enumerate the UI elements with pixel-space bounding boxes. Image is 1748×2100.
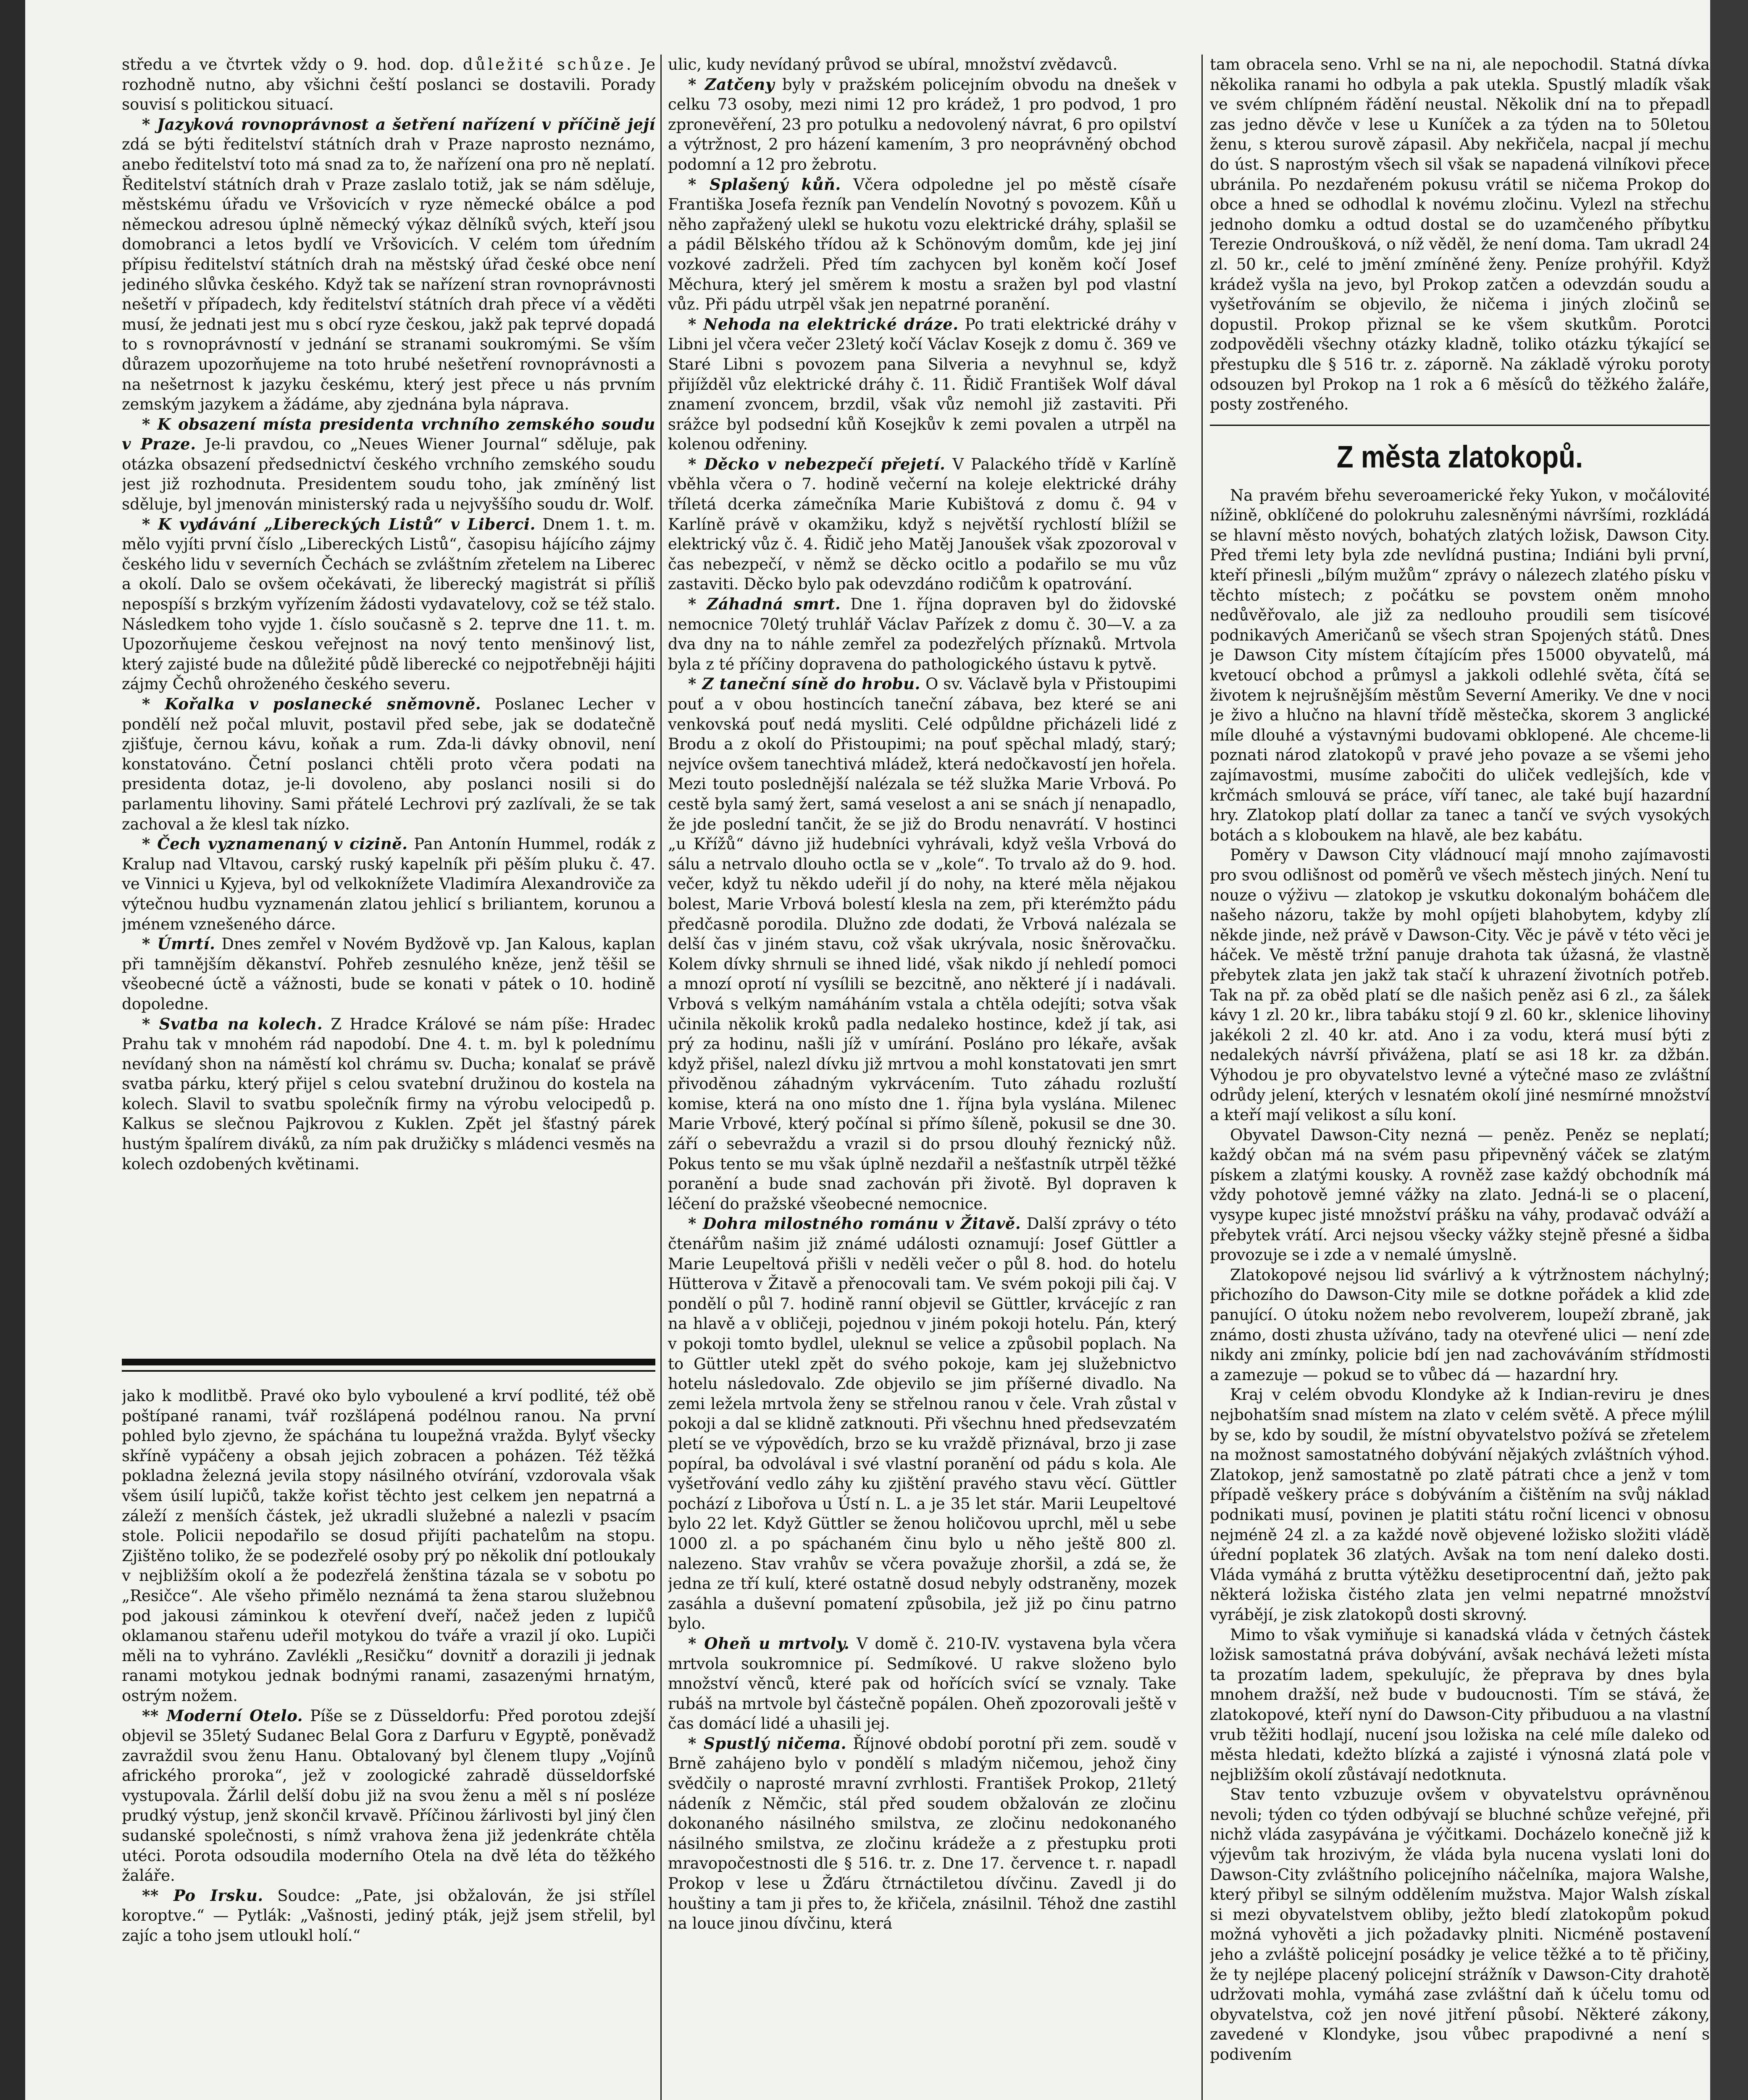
news-item: * Nehoda na elektrické dráze. Po trati elektrické dráhy v Libni jel včera večer 23letý kočí Václav Kosejk z domu č. 369 ve Staré Libni s povozem pana Silveria a nevyhnul se, když přijížděl vůz elektrické dráhy č. 11. Řidič František Wolf dával znamení zvoncem, brzdil, však vůz nemohl již zastaviti. Při srážce byl podsední kůň Kosejkův k zemi povalen a utrpěl na kolenou odřeniny. [668, 315, 1176, 454]
item-headline: * Kořalka v poslanecké sněmovně. [142, 695, 481, 713]
news-item: * Z taneční síně do hrobu. O sv. Václavě byla v Přistoupimi pouť a v obou hostincích taneční zábava, bez které se ani venkovská pouť nedá mysliti. Celé odpůldne přicházeli lidé z Brodu a z okolí do Přistoupimi; na pouť spěchal mladý, starý; nejvíce ovšem tanechtivá mládež, která nedočkavostí jen hořela. Mezi touto poslednější nalézala se též služka Marie Vrbová. Po cestě byla samý žert, samá veselost a ani se snách jí nenapadlo, že jde poslední tančit, že se již do Brodu nenavrátí. V hostinci „u Křížů“ dávno již hudebníci vyhrávali, když vešla Vrbová do sálu a netrvalo dlouho octla se v „kole“. To trvalo až do 9. hod. večer, když tu někdo udeřil jí do nohy, na které měla nějakou bolest, Marie Vrbová bolestí klesla na zem, při kterémžto pádu předčasně porodila. Dlužno zde dodati, že Vrbová nalézala se delší čas v jiném stavu, což však ukrývala, nosic šněrovačku. Kolem dívky shrnuli se ihned lidé, však nikdo jí nehledí pomoci a mnozí oprotí ní vysílili se bezcitně, ano některé jí i nadávali. Vrbová s velkým namáháním vstala a chtěla odejíti; sotva však učinila několik kroků padla nedaleko hostince, kdež jí tak, asi prý za hodinu, našli jíž v umírání. Posláno pro lékaře, avšak když přišel, nalezl dívku již mrtvou a mohl konstatovati jen smrt přivoděnou záhadným vykrvácením. Tuto záhadu rozluští komise, která na ono místo dne 1. října byla vyslána. Milenec Marie Vrbové, který počínal si přímo šíleně, pokusil se dne 30. září o sebevraždu a vrazil si do prsou dlouhý řeznický nůž. Pokus tento se mu však úplně nezdařil a nešťastník utrpěl těžké poranění a bude snad zachován při životě. Byl dopraven k léčení do pražské všeobecné nemocnice. [668, 675, 1176, 1213]
scan-edge-right [1710, 0, 1748, 2100]
item-headline: * Záhadná smrt. [688, 595, 841, 614]
paragraph: ulic, kudy nevídaný průvod se ubíral, množství zvědavců. [668, 55, 1118, 74]
article-rule [1210, 425, 1710, 426]
scan-edge-left [0, 0, 25, 2100]
news-item: ** Moderní Otelo. Píše se z Düsseldorfu: Před porotou zdejší objevil se 35letý Sudanec Belal Gora z Darfuru v Egyptě, poněvadž zavraždil svou ženu Hanu. Obtalovaný byl členem tlupy „Vojínů afrického proroka“, jež v zoologické zahradě düsseldorfské vystupovala. Žárlil delší dobu již na svou ženu a měl s ní posléze prudký výstup, jenž skončil krvavě. Příčinou žárlivosti byl jiný člen sudanské společnosti, s nímž vrahova žena již jedenkráte chtěla utéci. Porota odsoudila moderního Otela na dvě léta do těžkého žaláře. [122, 1706, 655, 1885]
section-rule-thin [122, 1370, 655, 1372]
item-headline: * Z taneční síně do hrobu. [688, 675, 920, 693]
paragraph: Mimo to však vymiňuje si kanadská vláda v četných částek ložisk samostatná práva dobývání, avšak nechává ležeti místa ta prozatím ladem, spekulujíc, že přeprava by dnes byla mnohem dražší, než bude v budoucnosti. Tím se stává, že zlatokopové, kteří nyní do Dawson-City přibuduou a na vlastní vrub těžiti hodlají, nucení jsou ložiska na celé míle daleko od města hledati, kdežto blízká a zajisté i výnosná zlatá pole v nejbližším okolí zůstávají nedotknuta. [1210, 1625, 1710, 1784]
paragraph: Stav tento vzbuzuje ovšem v obyvatelstvu oprávněnou nevoli; týden co týden odbývají se bluchné schůze veřejné, při nichž vláda zasypávána je výčitkami. Docházelo konečně již k výjevům tak hrozivým, že vláda byla nucena vyslati loni do Dawson-City zvláštního policejního náčelníka, majora Walshe, který přibyl se silným oddělením mužstva. Major Walsh získal si mezi obyvatelstvem obliby, ježto bledí zlatokopům pokud možná vyhověti a jich požadavky plniti. Nicméně postavení jeho a zvláště policejní posádky je velice těžké a to tě přičiny, že ty nejlépe placený policejní strážník v Dawson-City drahotě udržovati mohla, vymáhá zase zvláštní daň k účelu tomu od obyvatelstva, což jen nové jitření působí. Některé zákony, zavedené v Klondyke, jsou vůbec prapodivné a není s podivením [1210, 1785, 1710, 2063]
paragraph: středu a ve čtvrtek vždy o 9. hod. dop. důležité schůze. Je rozhodně nutno, aby všichni čeští poslanci se dostavili. Porady souvisí s politickou situací. [122, 55, 655, 114]
paragraph: Obyvatel Dawson-City nezná — peněz. Peněz se neplatí; každý občan má na svém pasu připevněný váček se zlatým pískem a zlatými kousky. A rovněž zase každý obchodník má vždy pohotově jemné vážky na zlato. Jedná-li se o placení, vysype kupec jisté množství prášku na váhy, prodavač odváží a přebytek vrátí. Arci nejsou všecky vážky stejně přesné a šidba provozuje se i zde a v nemalé úmyslně. [1210, 1126, 1710, 1264]
column-1-bottom [122, 1386, 655, 2100]
item-headline: * Čech vyznamenaný v cizině. [142, 835, 408, 853]
item-headline: * Úmrtí. [142, 934, 216, 953]
item-headline: * Svatba na kolech. [142, 1014, 323, 1033]
item-headline: ** Po Irsku. [142, 1886, 263, 1905]
news-item: * Jazyková rovnoprávnost a šetření nařízení v příčině její zdá se býti ředitelství státních drah v Praze naprosto neznámo, anebo ředitelství toto má snad za to, že nařízení ona pro ně neplatí. Ředitelství státních drah v Praze zaslalo totiž, jak se nám sděluje, městskému úřadu ve Vršovicích v ryze německé obálce a pod německou adresou úplně německý výkaz dělníků svých, kteří jsou domobranci a letos bydlí ve Vršovicích. V celém tom úředním přípisu ředitelství státních drah na městský úřad české obce není jediného slůvka českého. Když tak se nařízení stran rovnoprávnosti nešetří v případech, kdy ředitelství státních drah přece ví a věděti musí, že jednati jest mu s obcí ryze českou, jakž pak teprvé dopadá to s rovnoprávností v jednání se stranami soukromými. Se vším důrazem upozorňujeme na toto hrubé nešetření rovnoprávnosti a na nešetrnost k jazyku českému, který jest přece u nás prvním zemským jazykem a žádáme, aby zjednána byla náprava. [122, 115, 655, 414]
news-item: * Zatčeny byly v pražském policejním obvodu na dnešek v celku 73 osoby, mezi nimi 12 pro krádež, 1 pro podvod, 1 pro zpronevěření, 23 pro potulku a nedovolený návrat, 6 pro opilství a výtržnost, 2 pro házení kamením, 3 pro neoprávněný obchod podomní a 12 pro žebrotu. [668, 75, 1176, 173]
item-headline: * K vydávání „Libereckých Listů“ v Liberci. [142, 514, 536, 533]
item-headline: * Splašený kůň. [688, 175, 841, 194]
column-2 [668, 55, 1176, 2100]
news-item: * Kořalka v poslanecké sněmovně. Poslanec Lecher v pondělí než počal mluvit, postavil před sebe, jak se dodatečně zjišťuje, černou kávu, koňak a rum. Zda-li dávky obnovil, není konstatováno. Četní poslanci chtěli proto včera podati na presidenta dotaz, je-li dovoleno, aby poslanci nosili si do parlamentu lihoviny. Sami přátelé Lechrovi prý zazlívali, že se tak zachoval a že klesl tak nízko. [122, 695, 655, 833]
news-item: * Záhadná smrt. Dne 1. října dopraven byl do židovské nemocnice 70letý truhlář Václav Pařízek z domu č. 30—V. a za dva dny na to náhle zemřel za podezřelých příznaků. Mrtvola byla z té příčiny dopravena do pathologického ústavu k pytvě. [668, 595, 1176, 673]
news-item: * Úmrtí. Dnes zemřel v Novém Bydžově vp. Jan Kalous, kaplan při tamnějším děkanství. Pohřeb zesnulého kněze, jenž těšil se všeobecné úctě a vážnosti, bude se konati v pátek o 10. hodině dopoledne. [122, 934, 655, 1013]
item-headline: * Spustlý ničema. [688, 1734, 846, 1753]
news-item: * Děcko v nebezpečí přejetí. V Palackého třídě v Karlíně vběhla včera o 7. hodině večerní na koleje elektrické dráhy tříletá dcerka zámečníka Marie Kubištová z domu č. 94 v Karlíně právě v okamžiku, když s největší rychlostí blížil se elektrický vůz č. 4. Řidič jeho Matěj Janoušek však zpozoroval v čas nebezpečí, v němž se děcko ocitlo a podařilo se mu vůz zastaviti. Děcko bylo pak odevzdáno rodičům k opatrování. [668, 454, 1176, 593]
paragraph: Na pravém břehu severoamerické řeky Yukon, v močálovité nížině, obklíčené do polokruhu zalesněnými návršími, rozkládá se hlavní město nových, bohatých zlatých ložisk, Dawson City. Před třemi lety byla zde nevlídná pustina; Indiáni byli první, kteří přinesli „bílým mužům“ zprávy o nálezech zlatého písku v těchto místech; z počátku se povstem oněm mnoho nedůvěřovalo, ale již za nedlouho proudili sem tisícové podnikavých Američanů se všech stran Spojených států. Dnes je Dawson City místem čítajícím přes 15000 obyvatelů, má kvetoucí obchod a průmysl a jakkoli odlehlé světa, čítá se životem k nejrušnějším městům Severní Ameriky. Ve dne v noci je živo a hlučno na hlavní třídě městečka, skorem 3 anglické míle dlouhé a výstavnými budovami obklopené. Ale chceme-li poznati národ zlatokopů v pravé jeho povaze a se všemi jeho zajímavostmi, musíme zabočiti do uliček vedlejších, kde v krčmách smlouvá se práce, víří tanec, ale také bují hazardní hry. Zlatokop platí dollar za tanec a tančí ve svých vysokých botách a s kloboukem na hlavě, ale bez kabátu. [1210, 486, 1710, 844]
item-headline: * Děcko v nebezpečí přejetí. [688, 454, 946, 473]
item-headline: * Oheň u mrtvoly. [688, 1634, 850, 1653]
column-rule [1201, 55, 1203, 2100]
item-headline: * K obsazení místa presidenta vrchního zemského soudu v Praze. [122, 415, 655, 454]
news-item: * Svatba na kolech. Z Hradce Králové se nám píše: Hradec Prahu tak v mnohém rád napodobí. Dne 4. t. m. byl k polednímu nevídaný shon na náměstí kol chrámu sv. Ducha; konalať se právě svatba párku, který přijel s celou svatební družinou do kostela na kolech. Slavil to svatbu společník firmy na výrobu velocipedů p. Kalkus se slečnou Pajkrovou z Kuklen. Zpět jel šťastný párek hustým špalírem diváků, za ním pak družičky s mládenci vesměs na kolech ozdobených květinami. [122, 1014, 655, 1173]
news-item: * Spustlý ničema. Říjnové období porotní při zem. soudě v Brně zahájeno bylo v pondělí s mladým ničemou, jehož činy svědčily o naprosté mravní zvrhlosti. František Prokop, 21letý nádeník z Němčic, stál před soudem obžalován ze zločinu dokonaného násilného smilstva, ze zločinu nedokonaného násilného smilstva, ze zločinu krádeže a z přestupku proti mravopočestnosti dle § 516. tr. z. Dne 17. července t. r. napadl Prokop v lese u Žďáru čtrnáctiletou dívčinu. Zavedl ji do houštiny a tam ji přes to, že křičela, znásilnil. Téhož dne zastihl na louce jinou dívčinu, která [668, 1734, 1176, 1933]
news-item: * K obsazení místa presidenta vrchního zemského soudu v Praze. Je-li pravdou, co „Neues Wiener Journal“ sděluje, pak otázka obsazení předsednictví českého vrchního zemského soudu jest již rozhodnuta. Presidentem soudu toho, jak zmíněný list sděluje, byl jmenován ministerský rada u nejvyššího soudu dr. Wolf. [122, 415, 655, 514]
news-item: * Čech vyznamenaný v cizině. Pan Antonín Hummel, rodák z Kralup nad Vltavou, carský ruský kapelník při pěším pluku č. 47. ve Vinnici u Kyjeva, byl od velkoknížete Vladimíra Alexandroviče za výtečnou hudbu vyznamenán zlatou jehlicí s briliantem, korunou a jménem vznešeného dárce. [122, 835, 655, 933]
paragraph: Poměry v Dawson City vládnoucí mají mnoho zajímavosti pro svou odlišnost od poměrů ve všech městech jiných. Není tu nouze o výživu — zlatokop je vskutku dokonalým boháčem dle našeho názoru, takže by mohl opíjeti blahobytem, kdyby zlí někde jinde, než právě v Dawson-City. Věc je pávě v této věci je háček. Ve městě tržní panuje drahota tak úžasná, že vlastně přebytek zlata jen jakž tak stačí k uhrazení životních potřeb. Tak na př. za oběd platí se dle našich peněz asi 6 zl., za šálek kávy 1 zl. 20 kr., libra tabáku stojí 9 zl. 60 kr., sklenice lihoviny jakékoli 2 zl. 40 kr. atd. Ano i za vodu, která musí býti z nedalekých návrší přivážena, platí se asi 18 kr. za džbán. Výhodou je pro obyvatelstvo levné a výtečné maso ze zvláštní odrůdy jelení, kterých v lesnatém okolí jiné nesmírné množství a kteří mají velikost a sílu koní. [1210, 846, 1710, 1124]
item-headline: ** Moderní Otelo. [142, 1706, 303, 1725]
news-item: * Oheň u mrtvoly. V domě č. 210-IV. vystavena byla včera mrtvola soukromnice pí. Sedmíkové. U rakve složeno bylo množství věnců, které pak od hořících svící se vznaly. Take rubáš na mrtvole byl částečně popálen. Oheň zpozorovali ještě v čas domácí lidé a uhasili jej. [668, 1634, 1176, 1733]
paragraph: Kraj v celém obvodu Klondyke až k Indian-reviru je dnes nejbohatším snad místem na zlato v celém světě. A přece mýlil by se, kdo by soudil, že místní obyvatelstvo požívá se zřetelem na možnost samostatného dobývání nějakých zvláštních výhod. Zlatokop, jenž samostatně po zlatě pátrati chce a jenž v tom případě veškery práce s dobýváním a čištěním na svůj náklad podnikati musí, povinen je platiti státu roční licenci v obnosu nejméně 24 zl. a za každé nově objevené ložisko složiti vládě úřední poplatek 36 zlatých. Avšak na tom není daleko dosti. Vláda vymáhá z brutta výtěžku desetiprocentní daň, ježto pak některá ložiska čistého zlata jen velmi nepatrné množství vyrábějí, je zisk zlatokopů dosti skrovný. [1210, 1386, 1710, 1624]
news-item: * Splašený kůň. Včera odpoledne jel po městě císaře Františka Josefa řezník pan Vendelín Novotný s povozem. Kůň u něho zapřažený ulekl se hukotu vozu elektrické dráhy, splašil se a pádil Bělského třídou až k Schönovým domům, kde jej jiní vozkové zadrželi. Před tím zachycen byl koněm kočí Josef Měchura, který jel směrem k mostu a sražen byl pod vlastní vůz. Při pádu utrpěl však jen nepatrné poranění. [668, 175, 1176, 314]
paragraph: tam obracela seno. Vrhl se na ni, ale nepochodil. Statná dívka několika ranami ho odbyla a pak utekla. Spustlý mladík však ve svém chlípném řádění neustal. Několik dní na to přepadl zas jedno děvče v lese u Kuníček a za týden na to 50letou ženu, s kterou surově zápasil. Aby nekřičela, nacpal jí mechu do úst. S naprostým všech sil však se napadená vilníkovi přece ubránila. Po nezdařeném pokusu vrátil se ničema Prokop do obce a hned se odhodlal k novému zločinu. Vylezl na střechu jednoho domku a odtud dostal se do uzamčeného příbytku Terezie Ondroušková, o níž věděl, že není doma. Tam ukradl 24 zl. 50 kr., celé to jmění zmíněné ženy. Peníze prohýřil. Když krádež vyšla na jevo, byl Prokop zatčen a odevzdán soudu a vyšetřováním se objevilo, že ničema i jiných zločinů se dopustil. Prokop přiznal se ke všem skutkům. Porotci zodpověděli všechny otázky kladně, toliko otázku týkající se přestupku dle § 516 tr. z. záporně. Na základě výroku poroty odsouzen byl Prokop na 1 rok a 6 měsíců do těžkého žaláře, posty zostřeného. [1210, 55, 1710, 414]
item-headline: * Nehoda na elektrické dráze. [688, 315, 959, 333]
section-rule-thick [122, 1359, 655, 1365]
paragraph: Zlatokopové nejsou lid svárlivý a k výtržnostem náchylný; přichozího do Dawson-City mile se dotkne pořádek a klid zde panující. O útoku nožem nebo revolverem, loupeží zbraně, jak známo, dosti zhusta užíváno, tady na otevřené ulici — není zde nikdy ani zmínky, policie bdí jen nad zachováváním střídmosti a zamezuje — pokud se to vůbec dá — hazardní hry. [1210, 1265, 1710, 1384]
news-item: ** Po Irsku. Soudce: „Pate, jsi obžalován, že jsi střílel koroptve.“ — Pytlák: „Vašnosti, jediný pták, jejž jsem střelil, byl zajíc a toho jsem utloukl holí.“ [122, 1886, 655, 1945]
item-headline: * Zatčeny [688, 75, 775, 94]
news-item: * K vydávání „Libereckých Listů“ v Liberci. Dnem 1. t. m. mělo vyjíti první číslo „Libereckých Listů“, časopisu hájícího zájmy českého lidu v severních Čechách se zvláštním zřetelem na Liberec a okolí. Dalo se ovšem očekávati, že liberecký magistrát si příliš nepospíší s brzkým vyřízením žádosti vydavatelovy, což se též stalo. Následkem toho vyjde 1. číslo současně s 2. teprve dne 11. t. m. Upozorňujeme českou veřejnost na nový tento menšinový list, který zajisté bude na důležité půdě liberecké co nejpotřebněji hájiti zájmy Čechů ohroženého českého severu. [122, 514, 655, 693]
column-3 [1210, 55, 1710, 2100]
article-title: Z města zlatokopů. [1336, 439, 1583, 474]
item-headline: * Jazyková rovnoprávnost a šetření nařízení v příčině její [142, 115, 655, 134]
news-item: * Dohra milostného románu v Žitavě. Další zprávy o této čtenářům našim již známé události oznamují: Josef Güttler a Marie Leupeltová přišli v neděli večer o půl 8. hod. do hotelu Hütterova v Žitavě a přenocovali tam. Ve svém pokoji pili čaj. V pondělí o půl 7. hodině ranní objevil se Güttler, krvácejíc z ran na hlavě a v obličeji, pojednou v jiném pokoji hotelu. Pán, který v pokoji tomto bydlel, uleknul se velice a způsobil poplach. Na to Güttler utekl zpět do svého pokoje, kam jej služebnictvo hotelu následovalo. Zde objevilo se jim příšerné divadlo. Na zemi ležela mrtvola ženy se střelnou ranou v čele. Vrah zůstal v pokoji a dal se klidně zatknouti. Při všechnu hned předsevzatém pletí se ve výpovědích, brzo se ku vraždě přiznával, brzo ji zase popíral, ba odvolával i své vlastní poranění od pádu s kola. Ale vyšetřování vedlo záhy ku zjištění pravého stavu věcí. Güttler pochází z Libořova u Ústí n. L. a je 35 let stár. Marii Leupeltové bylo 22 let. Když Güttler se ženou holičovou uprchl, měl u sebe 1000 zl. a po spáchaném činu bylo u něho ještě 800 zl. nalezeno. Stav vrahův se včera považuje zhoršil, a zdá se, že jedna ze tří kulí, které ostatně dosud nebyly odstraněny, mozek zasáhla a duševní pomatení způsobila, jež již po činu patrno bylo. [668, 1214, 1176, 1633]
column-rule [660, 55, 662, 2100]
item-headline: * Dohra milostného románu v Žitavě. [688, 1214, 1021, 1233]
paragraph: jako k modlitbě. Pravé oko bylo vyboulené a krví podlité, též obě poštípané ranami, tvář rozšlápená podélnou ranou. Na první pohled bylo zjevno, že spáchána tu loupežná vražda. Bylyť všecky skříně vypáčeny a obsah jejich zobracen a poházen. Též těžká pokladna železná jevila stopy násilného otvírání, vzdorovala však všem úsilí lupičů, takže kořist těchto jest celkem jen nepatrná a záleží z menších částek, jež ukradli služebné a nalezli v psacím stole. Policii nepodařilo se dosud přijíti pachatelům na stopu. Zjištěno toliko, že se podezřelé osoby prý po několik dní potloukaly v nejbližším okolí a že podezřelá ženština tázala se v sobotu po „Resičce“. Ale všeho přimělo neznámá ta žena starou služebnou pod jakousi záminkou k otevření dveří, načež jeden z lupičů oklamanou stařenu udeřil motykou do tváře a vrazil jí oko. Lupiči měli na to vyhráno. Zavlékli „Resičku“ dovnitř a dorazili ji jednak ranami motykou jednak bodnými ranami, zasazenými hrnatým, ostrým nožem. [122, 1387, 655, 1705]
column-1-top [122, 55, 655, 1348]
